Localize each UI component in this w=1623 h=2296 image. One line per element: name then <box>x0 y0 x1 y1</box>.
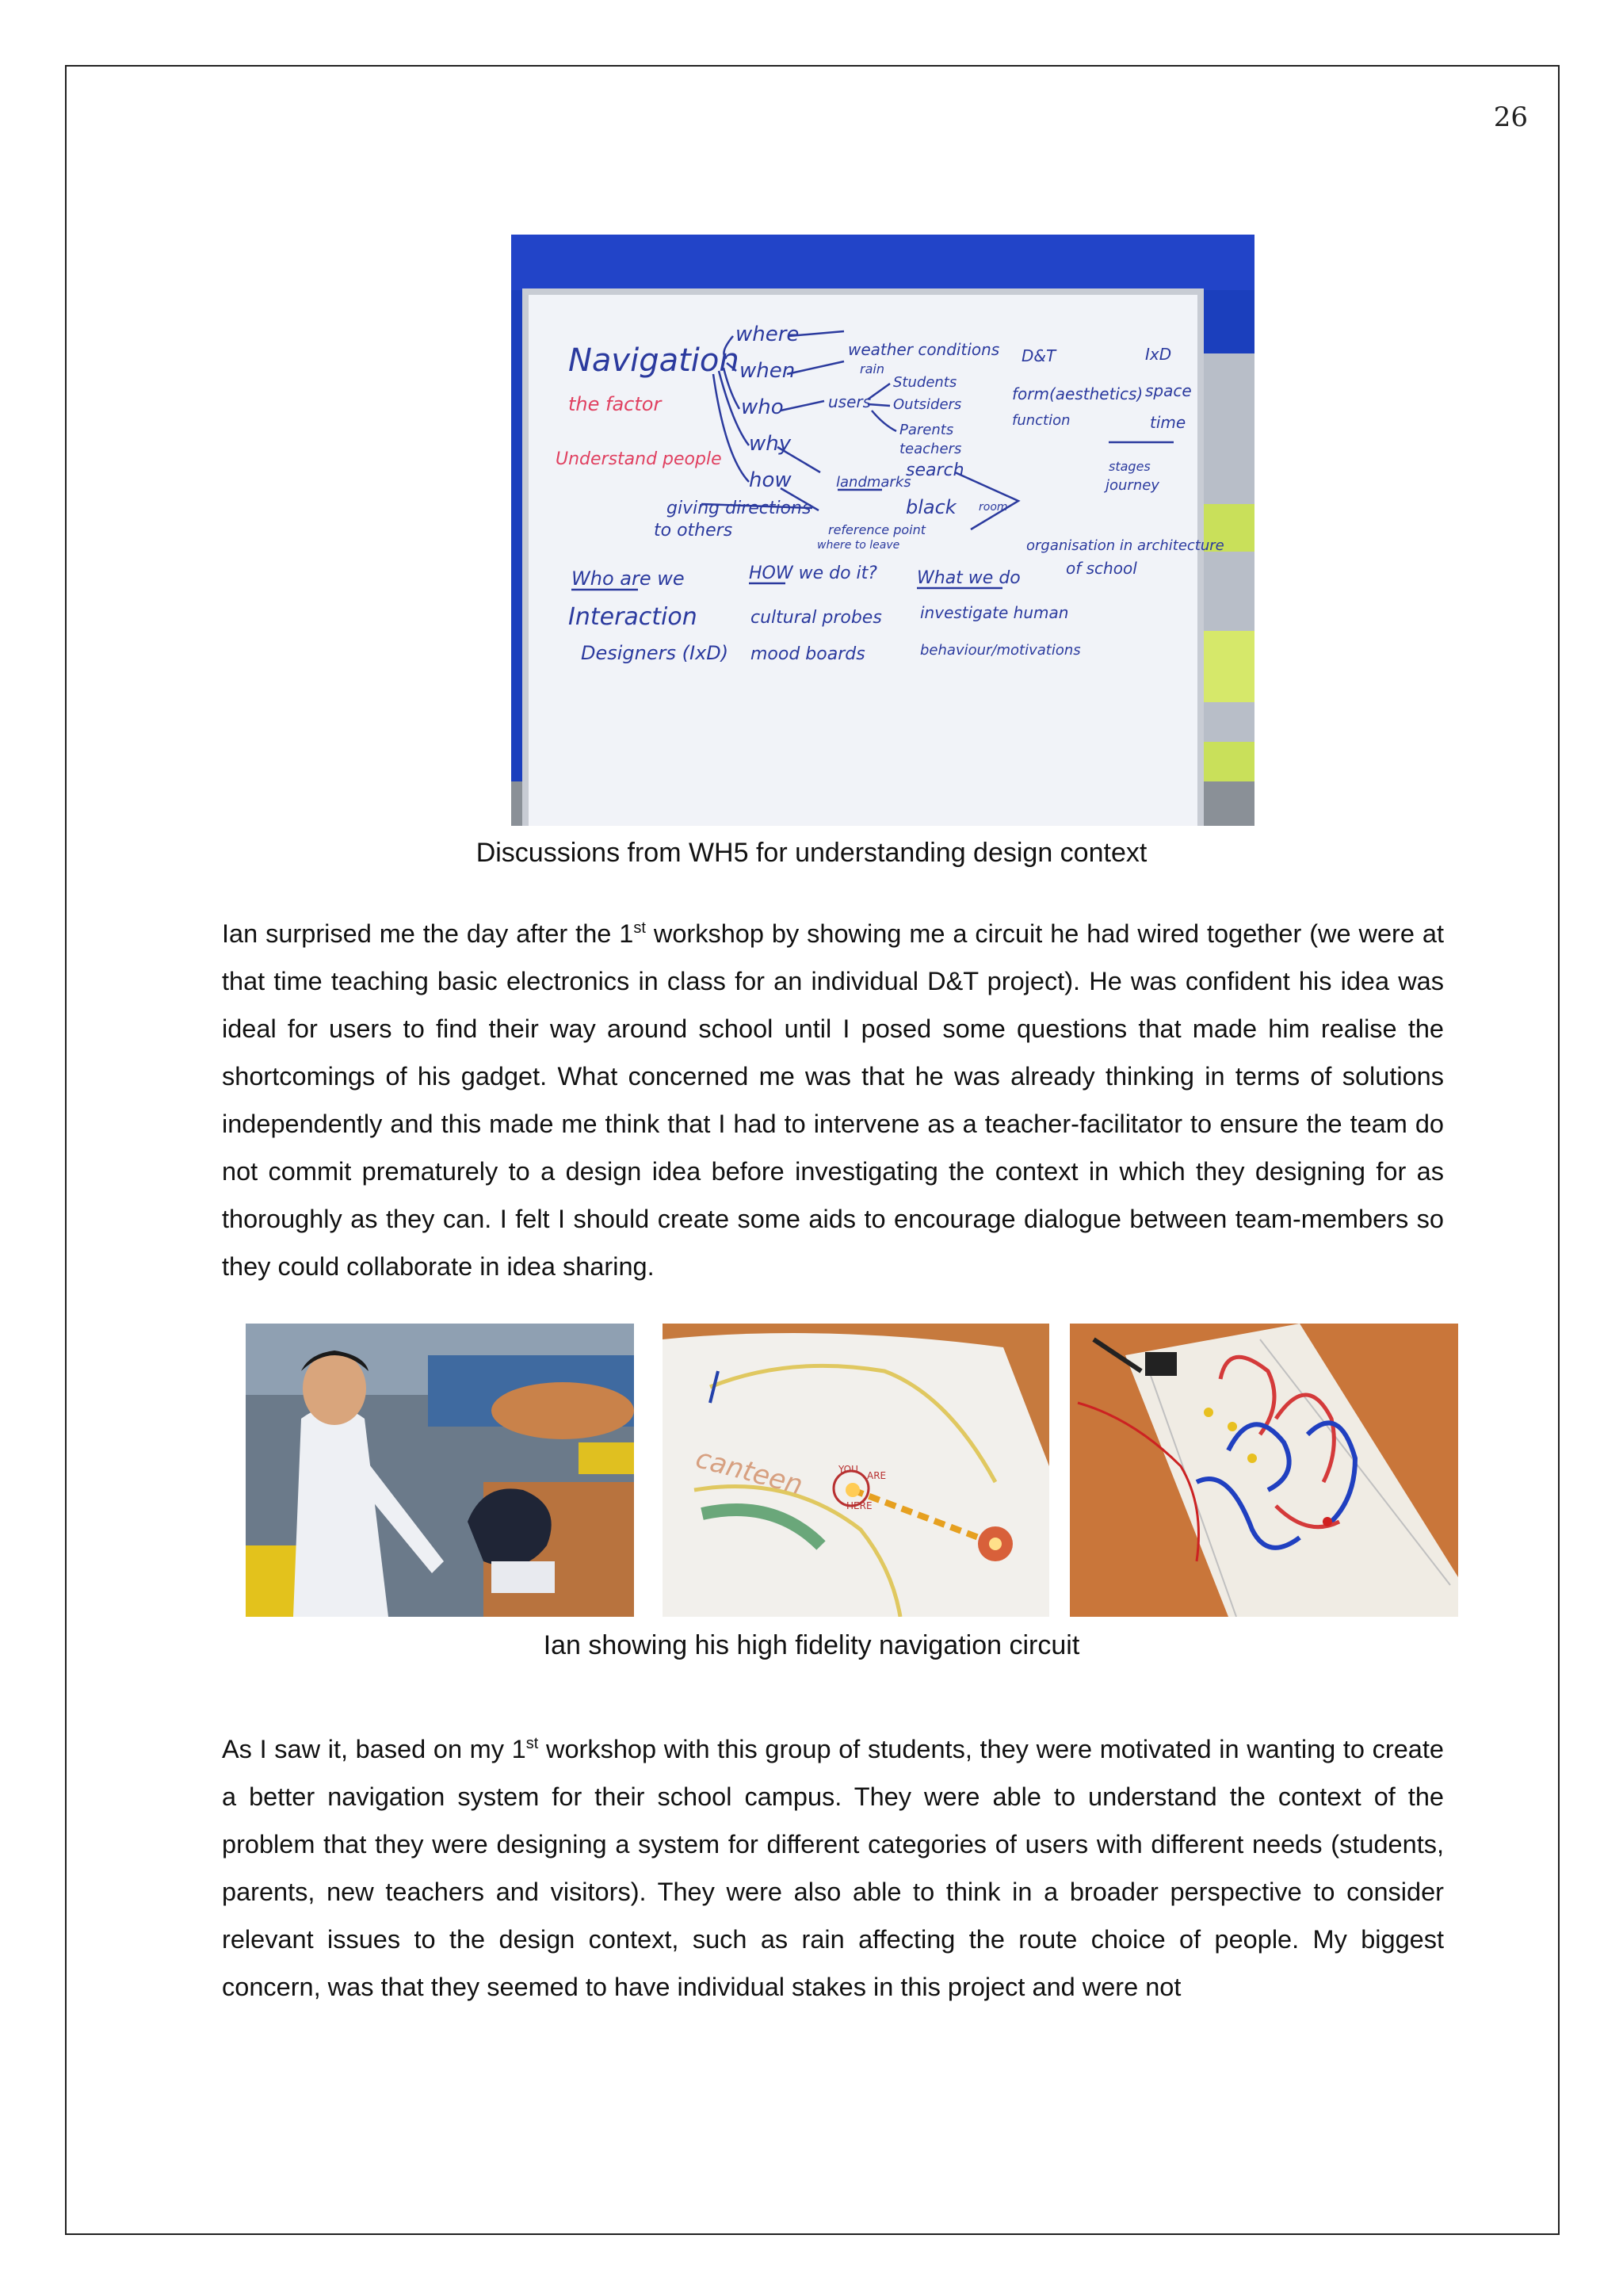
wb-function: function <box>1012 412 1071 429</box>
wb-how-do: HOW we do it? <box>749 563 877 583</box>
wb-black: black <box>906 496 957 518</box>
map-you-label: YOU <box>838 1464 858 1475</box>
wb-room: room <box>979 501 1008 514</box>
wb-cultural: cultural probes <box>750 608 882 628</box>
wb-landmarks: landmarks <box>836 474 911 491</box>
wb-rain: rain <box>860 361 884 376</box>
wb-students: Students <box>893 374 957 391</box>
paragraph-1-part2: workshop by showing me a circuit he had wired together (we were at that time teaching basic electronics in class for an individual D&T project). He was confident his idea was ideal for users to find their way around school until I posed some questions that made him realise the shortcomings of his gadget. What concerned me was that he was already thinking in terms of solutions independently and this made me think that I had to intervene as a teacher-facilitator to ensure the team do not commit prematurely to a design idea before investigating the context in which they designing for as thoroughly as they can. I felt I should create some aids to encourage dialogue between team-members so they could collaborate in idea sharing. <box>222 919 1444 1281</box>
paragraph-2 <box>222 1725 1444 2011</box>
paragraph-2-part1: As I saw it, based on my 1 <box>222 1735 526 1763</box>
paragraph-1-part1: Ian surprised me the day after the 1 <box>222 919 634 948</box>
map-are-label: ARE <box>867 1470 887 1481</box>
wb-title: Navigation <box>568 342 739 379</box>
wb-dt: D&T <box>1022 346 1056 365</box>
photo-student <box>246 1324 634 1617</box>
wb-parents: Parents <box>899 422 954 438</box>
wb-org1: organisation in architecture <box>1026 537 1224 554</box>
paragraph-2-part2: workshop with this group of students, they were motivated in wanting to create a better navigation system for their school campus. They were able to understand the context of the problem that they were designing a system for different categories of users with different needs (students, parents, new teachers and visitors). They were also able to think in a broader perspective to consider relevant issues to the design context, such as rain affecting the route choice of people. My biggest concern, was that they seemed to have individual stakes in this project and were not <box>222 1735 1444 2001</box>
wb-interaction: Interaction <box>568 603 697 631</box>
wb-behaviour: behaviour/motivations <box>920 642 1081 659</box>
wb-where: where <box>735 323 800 346</box>
paragraph-2-sup: st <box>525 1735 539 1753</box>
wb-investigate: investigate human <box>920 603 1069 622</box>
paragraph-1 <box>222 910 1444 1290</box>
wb-red1: the factor <box>568 393 662 415</box>
wb-when: when <box>739 359 796 383</box>
map-canteen-label: canteen <box>692 1442 807 1502</box>
wb-search: search <box>906 460 964 480</box>
wb-users: users <box>828 392 872 411</box>
wb-mood: mood boards <box>750 644 865 664</box>
paragraph-1-sup: st <box>633 919 646 938</box>
wb-others: to others <box>654 521 733 541</box>
wb-where-go: where to leave <box>817 539 900 552</box>
wb-reference: reference point <box>828 522 926 537</box>
photo-breadboard <box>1070 1324 1458 1617</box>
wb-outsiders: Outsiders <box>893 396 962 413</box>
wb-how: how <box>749 468 792 492</box>
wb-teachers: teachers <box>899 441 962 457</box>
wb-designers: Designers (IxD) <box>581 642 729 664</box>
wb-stages: stages <box>1109 459 1151 474</box>
wb-weather: weather conditions <box>848 340 1000 359</box>
wb-space: space <box>1145 381 1192 400</box>
wb-why: why <box>749 432 792 456</box>
whiteboard-photo <box>511 235 1254 826</box>
wb-time: time <box>1150 413 1186 432</box>
page-number: 26 <box>1493 101 1528 133</box>
wb-form: form(aesthetics) <box>1012 384 1144 403</box>
wb-who-are: Who are we <box>571 567 685 590</box>
wb-what-do: What we do <box>917 568 1021 588</box>
wb-journey: journey <box>1106 477 1159 494</box>
map-here-label: HERE <box>846 1500 873 1511</box>
wb-org2: of school <box>1066 559 1137 578</box>
wb-giving: giving directions <box>666 499 812 518</box>
photo-map-circuit <box>663 1324 1049 1617</box>
wb-red2: Understand people <box>556 449 722 469</box>
wb-who: who <box>741 395 784 419</box>
figure1-caption: Discussions from WH5 for understanding design context <box>475 838 1148 868</box>
wb-ixd: IxD <box>1145 345 1172 364</box>
figure2-caption: Ian showing his high fidelity navigation circuit <box>543 1630 1080 1660</box>
